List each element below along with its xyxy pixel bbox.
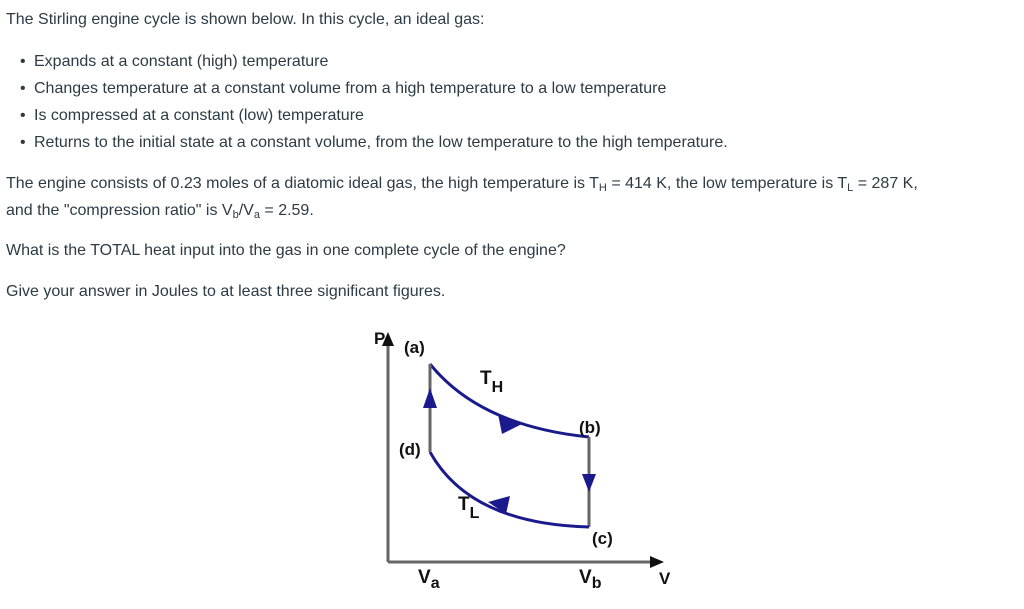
process-list <box>20 50 728 158</box>
state-a-label: (a) <box>404 338 425 357</box>
state-b-label: (b) <box>579 418 601 437</box>
question-text: What is the TOTAL heat input into the gas in one complete cycle of the engine? <box>6 242 566 259</box>
th-label: $T_H$ <box>480 368 504 396</box>
intro-text: The Stirling engine cycle is shown below. In this cycle, an ideal gas: <box>6 11 485 28</box>
given-line-1: The engine consists of 0.23 moles of a diatomic ideal gas, the high temperature is $T_H = 414$ K, the low temperature is $T_L = 287$ K, <box>6 175 918 194</box>
given-line-2: and the "compression ratio" is $V_b/V_a = 2.59$. <box>6 202 314 221</box>
da-arrow-icon <box>423 388 437 408</box>
stirling-pv-diagram <box>360 322 700 602</box>
list-item: • Is compressed at a constant (low) temperature <box>20 104 728 131</box>
state-d-label: (d) <box>399 440 421 459</box>
isotherm-tl <box>430 452 589 527</box>
list-item: • Returns to the initial state at a constant volume, from the low temperature to the high temperature. <box>20 131 728 158</box>
axis-p-label: P <box>374 329 386 348</box>
v-axis-arrow-icon <box>650 556 664 568</box>
tl-label: $T_L$ <box>458 494 480 522</box>
instruction-text: Give your answer in Joules to at least three significant figures. <box>6 283 446 300</box>
bc-arrow-icon <box>582 474 596 492</box>
state-c-label: (c) <box>592 529 613 548</box>
th-arrow-icon <box>498 414 522 434</box>
va-label: $V_a$ <box>418 567 440 592</box>
axis-v-label: V <box>659 569 671 588</box>
list-item: • Changes temperature at a constant volume from a high temperature to a low temperature <box>20 77 728 104</box>
vb-label: $V_b$ <box>579 567 602 592</box>
list-item: • Expands at a constant (high) temperature <box>20 50 728 77</box>
